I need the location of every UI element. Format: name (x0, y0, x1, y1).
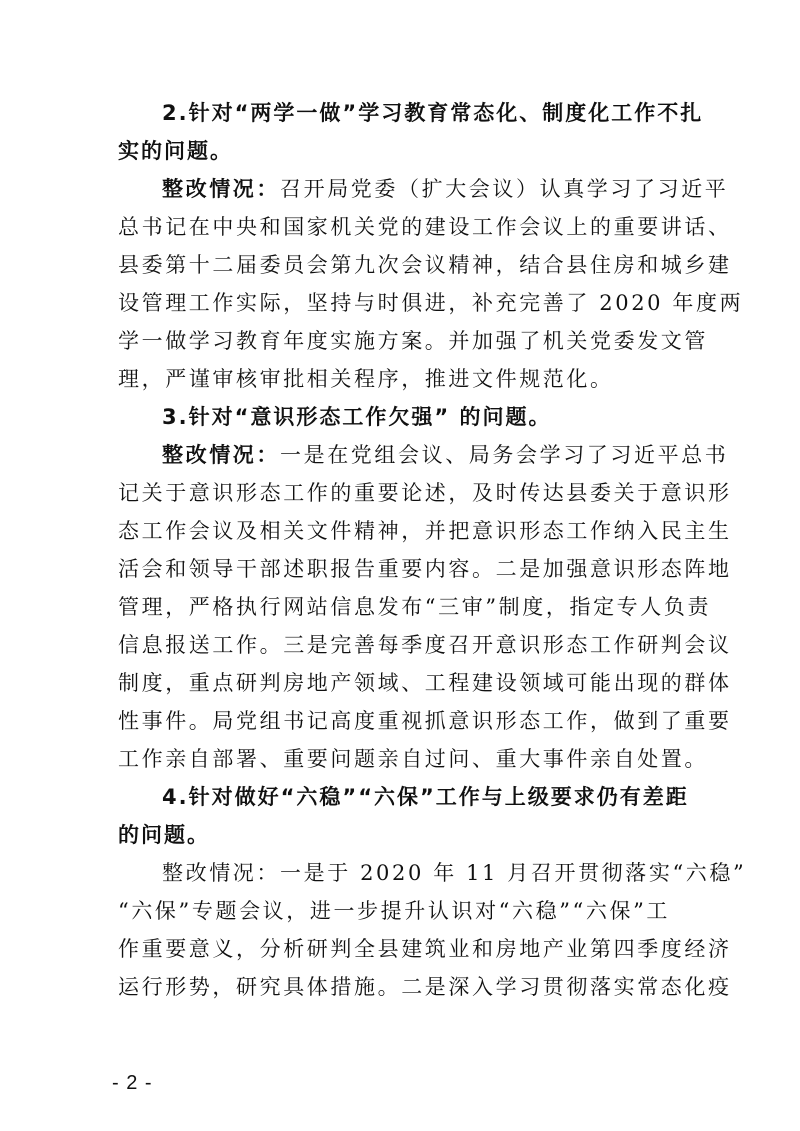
section-2-heading-line-1: 2.针对“两学一做”学习教育常态化、制度化工作不扎 (162, 101, 704, 125)
rectification-label: 整改情况： (162, 443, 280, 467)
section-3-heading: 3.针对“意识形态工作欠强” 的问题。 (162, 405, 552, 429)
section-3-paragraph-line-1 (118, 436, 729, 474)
section-3-paragraph-line: 制度，重点研判房地产领域、工程建设领域可能出现的群体 (118, 671, 732, 695)
section-4-first-line-text: 一是于 2020 年 11 月召开贯彻落实“六稳” (280, 861, 747, 885)
section-3-paragraph-line: 性事件。局党组书记高度重视抓意识形态工作，做到了重要 (118, 709, 732, 733)
section-4-heading-line-2: 的问题。 (118, 823, 210, 847)
section-4-paragraph-line-1 (118, 854, 747, 892)
section-2-paragraph-line: 理，严谨审核审批相关程序，推进文件规范化。 (118, 367, 614, 391)
section-3-first-line-text: 一是在党组会议、局务会学习了习近平总书 (280, 443, 729, 467)
section-4-heading-line-1: 4.针对做好“六稳”“六保”工作与上级要求仍有差距 (162, 785, 689, 809)
section-3-paragraph-line: 活会和领导干部述职报告重要内容。二是加强意识形态阵地 (118, 557, 732, 581)
section-2-heading-line-2: 实的问题。 (118, 139, 233, 163)
section-3-paragraph-line: 工作亲自部署、重要问题亲自过问、重大事件亲自处置。 (118, 747, 708, 771)
rectification-label: 整改情况： (162, 177, 280, 201)
document-page (118, 94, 747, 1006)
section-4-paragraph-line: “六保”专题会议，进一步提升认识对“六稳”“六保”工 (118, 899, 671, 923)
section-4-paragraph-line: 运行形势，研究具体措施。二是深入学习贯彻落实常态化疫 (118, 975, 732, 999)
section-2-first-line-text: 召开局党委（扩大会议）认真学习了习近平 (280, 177, 729, 201)
section-4-paragraph-line: 作重要意义，分析研判全县建筑业和房地产业第四季度经济 (118, 937, 732, 961)
page-number: - 2 - (112, 1072, 153, 1094)
section-2-paragraph-line-1 (118, 170, 729, 208)
rectification-label-plain: 整改情况： (162, 861, 280, 885)
section-2-paragraph-line: 县委第十二届委员会第九次会议精神，结合县住房和城乡建 (118, 253, 732, 277)
section-3-paragraph-line: 态工作会议及相关文件精神，并把意识形态工作纳入民主生 (118, 519, 732, 543)
section-3-paragraph-line: 记关于意识形态工作的重要论述，及时传达县委关于意识形 (118, 481, 732, 505)
section-3-paragraph-line: 管理，严格执行网站信息发布“三审”制度，指定专人负责 (118, 595, 712, 619)
section-2-paragraph-line: 设管理工作实际，坚持与时俱进，补充完善了 2020 年度两 (118, 291, 744, 315)
section-2-paragraph-line: 总书记在中央和国家机关党的建设工作会议上的重要讲话、 (118, 215, 732, 239)
section-2-paragraph-line: 学一做学习教育年度实施方案。并加强了机关党委发文管 (118, 329, 708, 353)
section-3-paragraph-line: 信息报送工作。三是完善每季度召开意识形态工作研判会议 (118, 633, 732, 657)
